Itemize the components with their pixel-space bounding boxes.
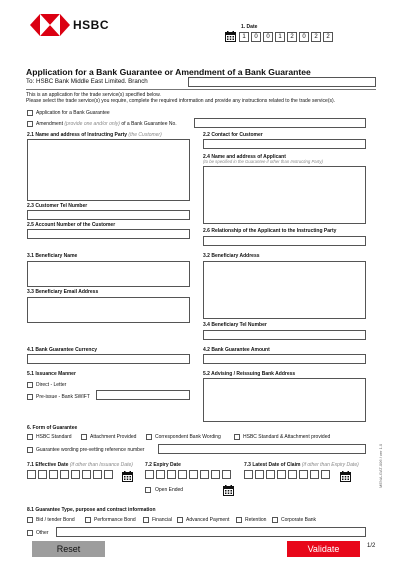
- effective-date-calendar-icon[interactable]: [122, 471, 133, 482]
- amendment-checkbox[interactable]: [27, 121, 33, 127]
- correspondent-checkbox[interactable]: [146, 434, 152, 440]
- account-number-label: 2.5 Account Number of the Customer: [27, 222, 116, 228]
- date-digit[interactable]: 0: [263, 32, 273, 42]
- date-digit[interactable]: 0: [251, 32, 261, 42]
- account-number-input[interactable]: [27, 229, 190, 239]
- form-guarantee-label: 6. Form of Guarantee: [27, 425, 78, 431]
- expiry-date-cell[interactable]: [156, 470, 165, 479]
- pre-issue-label: Pre-issue - Bank SWIFT: [36, 394, 90, 400]
- pre-issue-checkbox[interactable]: [27, 394, 33, 400]
- customer-tel-label: 2.3 Customer Tel Number: [27, 203, 88, 209]
- attachment-checkbox[interactable]: [81, 434, 87, 440]
- effective-date-cell[interactable]: [93, 470, 102, 479]
- hsbc-standard-attachment-label: HSBC Standard & Attachment provided: [243, 434, 331, 440]
- advising-bank-label: 5.2 Advising / Reissuing Bank Address: [203, 371, 296, 377]
- date-digit[interactable]: 2: [311, 32, 321, 42]
- retention-label: Retention: [245, 517, 267, 523]
- date-digit[interactable]: 2: [287, 32, 297, 42]
- customer-tel-input[interactable]: [27, 210, 190, 220]
- page-number: 1/2: [367, 543, 376, 549]
- currency-input[interactable]: [27, 354, 190, 364]
- direct-letter-label: Direct - Letter: [36, 382, 67, 388]
- applicant-input[interactable]: [203, 166, 366, 224]
- effective-date-cell[interactable]: [82, 470, 91, 479]
- to-branch-label: To: HSBC Bank Middle East Limited. Branch: [26, 78, 148, 85]
- effective-date-cell[interactable]: [49, 470, 58, 479]
- latest-claim-cell[interactable]: [244, 470, 253, 479]
- amendment-suffix: of a Bank Guarantee No.: [121, 121, 177, 127]
- beneficiary-address-label: 3.2 Beneficiary Address: [203, 253, 260, 259]
- prevetting-checkbox[interactable]: [27, 447, 33, 453]
- effective-date-cell[interactable]: [60, 470, 69, 479]
- calendar-icon[interactable]: [225, 31, 236, 42]
- beneficiary-email-label: 3.3 Beneficiary Email Address: [27, 289, 99, 295]
- date-digit[interactable]: 0: [299, 32, 309, 42]
- advanced-payment-label: Advanced Payment: [186, 517, 230, 523]
- correspondent-label: Correspondent Bank Wording: [155, 434, 221, 440]
- guarantee-type-label: 8.1 Guarantee Type, purpose and contract information: [27, 507, 156, 513]
- title-rule: [26, 89, 376, 90]
- date-digit[interactable]: 1: [239, 32, 249, 42]
- hsbc-logo: [30, 14, 70, 36]
- effective-date-cell[interactable]: [104, 470, 113, 479]
- hsbc-hexagon-icon: [30, 14, 70, 36]
- side-form-code: MENA-GAT-006 / ver 1.0: [378, 443, 383, 488]
- expiry-date-cell[interactable]: [200, 470, 209, 479]
- guarantee-number-input[interactable]: [194, 118, 366, 128]
- beneficiary-tel-label: 3.4 Beneficiary Tel Number: [203, 322, 267, 328]
- latest-claim-calendar-icon[interactable]: [340, 471, 351, 482]
- instructing-party-hint: (the Customer): [128, 132, 162, 138]
- beneficiary-address-input[interactable]: [203, 261, 366, 319]
- latest-claim-cell[interactable]: [321, 470, 330, 479]
- date-digit[interactable]: 1: [275, 32, 285, 42]
- beneficiary-tel-input[interactable]: [203, 330, 366, 340]
- relationship-label: 2.6 Relationship of the Applicant to the Instructing Party: [203, 228, 337, 234]
- amount-label: 4.2 Bank Guarantee Amount: [203, 347, 270, 353]
- expiry-date-cell[interactable]: [222, 470, 231, 479]
- other-checkbox[interactable]: [27, 530, 33, 536]
- other-label: Other: [36, 530, 49, 536]
- effective-date-text: 7.1 Effective Date: [27, 462, 69, 468]
- relationship-input[interactable]: [203, 236, 366, 246]
- applicant-label: 2.4 Name and address of Applicant: [203, 154, 286, 160]
- validate-button[interactable]: Validate: [287, 541, 360, 557]
- amendment-hint: (provide one and/or only): [64, 121, 120, 127]
- advising-bank-input[interactable]: [203, 378, 366, 422]
- effective-date-cell[interactable]: [71, 470, 80, 479]
- expiry-date-cell[interactable]: [178, 470, 187, 479]
- attachment-label: Attachment Provided: [90, 434, 137, 440]
- latest-claim-cell[interactable]: [266, 470, 275, 479]
- hsbc-standard-attachment-checkbox[interactable]: [234, 434, 240, 440]
- financial-checkbox[interactable]: [143, 517, 149, 523]
- beneficiary-name-input[interactable]: [27, 261, 190, 287]
- intro-text-1: This is an application for the trade service(s) specified below.: [26, 92, 161, 98]
- branch-input[interactable]: [188, 77, 376, 87]
- performance-bond-checkbox[interactable]: [85, 517, 91, 523]
- swift-input[interactable]: [96, 390, 190, 400]
- beneficiary-name-label: 3.1 Beneficiary Name: [27, 253, 78, 259]
- reset-button[interactable]: Reset: [32, 541, 105, 557]
- corporate-bank-label: Corporate Bank: [281, 517, 317, 523]
- open-ended-label: Open Ended: [155, 487, 184, 493]
- expiry-date-cell[interactable]: [211, 470, 220, 479]
- instructing-party-text: 2.1 Name and address of Instructing Party: [27, 132, 128, 138]
- date-label: 1. Date: [241, 24, 258, 30]
- latest-claim-cell[interactable]: [299, 470, 308, 479]
- expiry-date-label: 7.2 Expiry Date: [145, 462, 181, 468]
- open-ended-checkbox[interactable]: [145, 487, 151, 493]
- hsbc-standard-label: HSBC Standard: [36, 434, 72, 440]
- corporate-bank-checkbox[interactable]: [272, 517, 278, 523]
- prevetting-input[interactable]: [158, 444, 366, 454]
- performance-bond-label: Performance Bond: [94, 517, 136, 523]
- amendment-label: [36, 121, 177, 127]
- instructing-party-input[interactable]: [27, 139, 190, 201]
- latest-claim-hint: (if other than Expiry Date): [301, 462, 359, 468]
- amount-input[interactable]: [203, 354, 366, 364]
- issuance-manner-label: 5.1 Issuance Manner: [27, 371, 76, 377]
- effective-date-cell[interactable]: [27, 470, 36, 479]
- intro-text-2: Please select the trade service(s) you require, complete the required information and provide any instructions related to the trade service(s).: [26, 98, 336, 104]
- financial-label: Financial: [152, 517, 173, 523]
- latest-claim-cell[interactable]: [277, 470, 286, 479]
- brand-name: HSBC: [73, 18, 110, 32]
- expiry-date-cell[interactable]: [189, 470, 198, 479]
- bid-bond-label: Bid / tender Bond: [36, 517, 75, 523]
- expiry-date-cell[interactable]: [167, 470, 176, 479]
- latest-claim-cell[interactable]: [288, 470, 297, 479]
- application-checkbox[interactable]: [27, 110, 33, 116]
- contact-customer-input[interactable]: [203, 139, 366, 149]
- latest-claim-cell[interactable]: [255, 470, 264, 479]
- bid-bond-checkbox[interactable]: [27, 517, 33, 523]
- date-digit[interactable]: 2: [323, 32, 333, 42]
- application-label: Application for a Bank Guarantee: [36, 110, 110, 116]
- applicant-hint: (to be specified in the Guarantee if other than Instructing Party): [203, 159, 323, 164]
- latest-claim-text: 7.3 Latest Date of Claim: [244, 462, 301, 468]
- advanced-payment-checkbox[interactable]: [177, 517, 183, 523]
- instructing-party-label: [27, 132, 162, 138]
- expiry-date-cell[interactable]: [145, 470, 154, 479]
- expiry-date-calendar-icon[interactable]: [223, 485, 234, 496]
- effective-date-hint: (if other than Issuance Date): [69, 462, 133, 468]
- amendment-text: Amendment: [36, 121, 63, 127]
- effective-date-label: [27, 462, 133, 468]
- retention-checkbox[interactable]: [236, 517, 242, 523]
- hsbc-standard-checkbox[interactable]: [27, 434, 33, 440]
- latest-claim-cell[interactable]: [310, 470, 319, 479]
- other-input[interactable]: [56, 527, 366, 537]
- effective-date-cell[interactable]: [38, 470, 47, 479]
- direct-letter-checkbox[interactable]: [27, 382, 33, 388]
- latest-claim-label: [244, 462, 359, 468]
- prevetting-label: Guarantee wording pre-vetting reference number: [36, 447, 145, 453]
- page-title: Application for a Bank Guarantee or Amendment of a Bank Guarantee: [26, 67, 311, 77]
- currency-label: 4.1 Bank Guarantee Currency: [27, 347, 98, 353]
- beneficiary-email-input[interactable]: [27, 297, 190, 323]
- contact-customer-label: 2.2 Contact for Customer: [203, 132, 263, 138]
